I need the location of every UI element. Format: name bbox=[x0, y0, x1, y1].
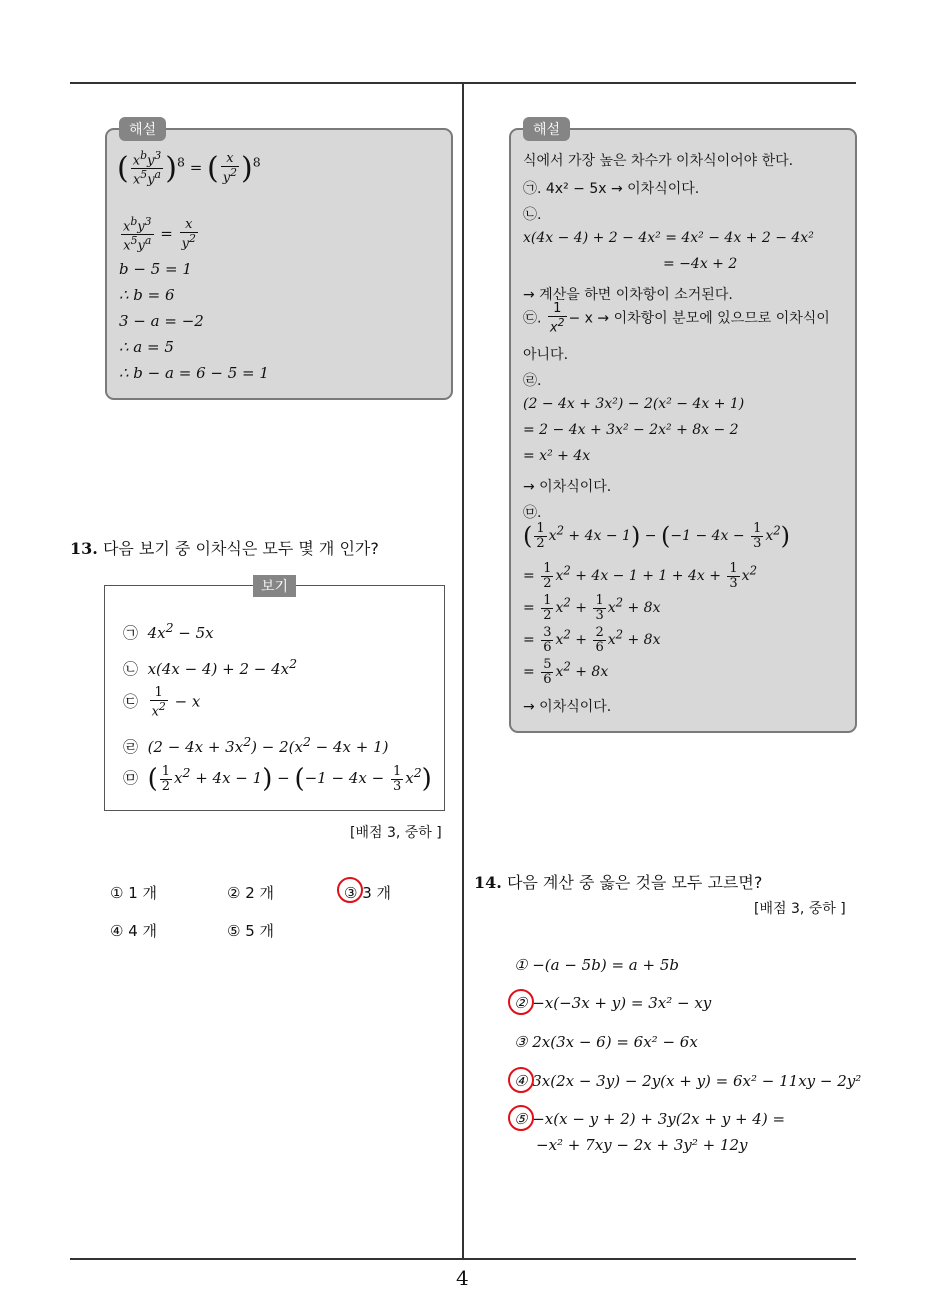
q14-selected-mark-5 bbox=[508, 1105, 534, 1131]
solution-line: → 계산을 하면 이차항이 소거된다. bbox=[523, 287, 733, 303]
solution-line: − x → 이차항이 분모에 있으므로 이차식이 bbox=[568, 310, 830, 327]
solution-step: = $\frac{5}{6}$ $x^2 + 8x$ bbox=[523, 657, 609, 687]
solution-line: ∴ b = 6 bbox=[119, 286, 175, 304]
q14-score: [배점 3, 중하 ] bbox=[754, 901, 846, 917]
solution-line: (2 − 4x + 3x²) − 2(x² − 4x + 1) bbox=[523, 396, 745, 412]
solution-line: → 이차식이다. bbox=[523, 479, 612, 495]
q13-text: 다음 보기 중 이차식은 모두 몇 개 인가? bbox=[102, 539, 379, 558]
solution-expression-e: ( $\frac{1}{2}$ $x^2 + 4x - 1) - (-1 - 4x$ − $\frac{1}{3}$ $x^2$) bbox=[523, 521, 791, 551]
q14-choice-2[interactable]: ② −x(−3x + y) = 3x² − xy bbox=[514, 994, 712, 1012]
solution-line: = −4x + 2 bbox=[663, 256, 738, 272]
q13-score: [배점 3, 중하 ] bbox=[350, 825, 442, 841]
solution-line: ∴ b − a = 6 − 5 = 1 bbox=[119, 364, 269, 382]
q13-choice-3[interactable]: ③ 3 개 bbox=[344, 884, 392, 902]
q14-heading bbox=[474, 870, 762, 893]
q13-choice-4[interactable]: ④ 4 개 bbox=[110, 922, 158, 940]
q13-number: 13. bbox=[70, 539, 98, 558]
explain-tag: 해설 bbox=[523, 117, 570, 141]
solution-line: ㉡. bbox=[523, 207, 542, 223]
solution-line: 식에서 가장 높은 차수가 이차식이어야 한다. bbox=[523, 153, 794, 169]
solution-line: 3 − a = −2 bbox=[119, 312, 204, 330]
q14-choice-5-continued: −x² + 7xy − 2x + 3y² + 12y bbox=[536, 1136, 748, 1154]
q13-choice-5[interactable]: ⑤ 5 개 bbox=[227, 922, 275, 940]
solution-line: = x² + 4x bbox=[523, 448, 591, 464]
solution-line: ㉠. 4x² − 5x → 이차식이다. bbox=[523, 181, 700, 197]
q13-selected-mark bbox=[337, 877, 363, 903]
q13-heading bbox=[70, 536, 379, 559]
left-solution-box bbox=[105, 122, 453, 400]
q14-selected-mark-2 bbox=[508, 989, 534, 1015]
solution-line: b − 5 = 1 bbox=[119, 260, 192, 278]
q14-choice-1[interactable]: ① −(a − 5b) = a + 5b bbox=[514, 956, 679, 974]
bogi-box bbox=[104, 579, 445, 811]
column-divider bbox=[462, 83, 464, 1259]
solution-equation-1: ( $\frac{x^by^3}{x^5y^a}$ )$^8$ = ( $\frac{x}{y^2}$ )$^8$ bbox=[117, 149, 261, 188]
bogi-item: ㉣ $(2 - 4x + 3x^2) - 2(x^2 - 4x + 1)$ bbox=[123, 734, 389, 756]
solution-step: = $\frac{1}{2}$ $x^2 + 4x - 1 + 1 + 4x$ + $\frac{1}{3}$ $x^2$ bbox=[523, 561, 757, 591]
solution-line: = 2 − 4x + 3x² − 2x² + 8x − 2 bbox=[523, 422, 739, 438]
q14-number: 14. bbox=[474, 873, 502, 892]
q14-choice-4[interactable]: ④ 3x(2x − 3y) − 2y(x + y) = 6x² − 11xy − 2y² bbox=[514, 1072, 862, 1090]
bogi-item: ㉤ ( $\frac{1}{2}$ $x^2 + 4x - 1) - (-1 - 4x$ − $\frac{1}{3}$ $x^2$) bbox=[123, 763, 432, 794]
q14-choice-3[interactable]: ③ 2x(3x − 6) = 6x² − 6x bbox=[514, 1033, 698, 1051]
right-solution-box bbox=[509, 122, 857, 733]
solution-equation-2: $\frac{x^by^3}{x^5y^a}$ = $\frac{x}{y^2}$ bbox=[123, 215, 196, 254]
q14-choice-5[interactable]: ⑤ −x(x − y + 2) + 3y(2x + y + 4) = bbox=[514, 1110, 786, 1128]
solution-line-c: ㉢. $\frac{1}{x^2}$ − x → 이차항이 분모에 있으므로 이차식이 bbox=[523, 301, 830, 335]
solution-line: ∴ a = 5 bbox=[119, 338, 174, 356]
solution-line: 아니다. bbox=[523, 347, 569, 363]
page-number: 4 bbox=[456, 1266, 469, 1290]
bogi-item: ㉢ $\frac{1}{x^2}$ − x bbox=[123, 685, 201, 719]
q14-selected-mark-4 bbox=[508, 1067, 534, 1093]
solution-line: x(4x − 4) + 2 − 4x² = 4x² − 4x + 2 − 4x² bbox=[523, 230, 814, 246]
solution-step: = $\frac{3}{6}$ $x^2$ + $\frac{2}{6}$ $x^2 + 8x$ bbox=[523, 625, 661, 655]
solution-line: ㉤. bbox=[523, 505, 542, 521]
solution-step: = $\frac{1}{2}$ $x^2$ + $\frac{1}{3}$ $x^2 + 8x$ bbox=[523, 593, 661, 623]
q13-choice-2[interactable]: ② 2 개 bbox=[227, 884, 275, 902]
explain-tag: 해설 bbox=[119, 117, 166, 141]
solution-line: → 이차식이다. bbox=[523, 699, 612, 715]
q13-choice-1[interactable]: ① 1 개 bbox=[110, 884, 158, 902]
bogi-label: 보기 bbox=[253, 575, 296, 597]
q14-text: 다음 계산 중 옳은 것을 모두 고르면? bbox=[506, 873, 763, 892]
solution-line: ㉣. bbox=[523, 373, 542, 389]
bogi-item: ㉠ $4x^2 - 5x$ bbox=[123, 620, 214, 642]
bottom-rule bbox=[70, 1258, 856, 1260]
bogi-item: ㉡ $x(4x - 4) + 2 - 4x^2$ bbox=[123, 656, 298, 678]
